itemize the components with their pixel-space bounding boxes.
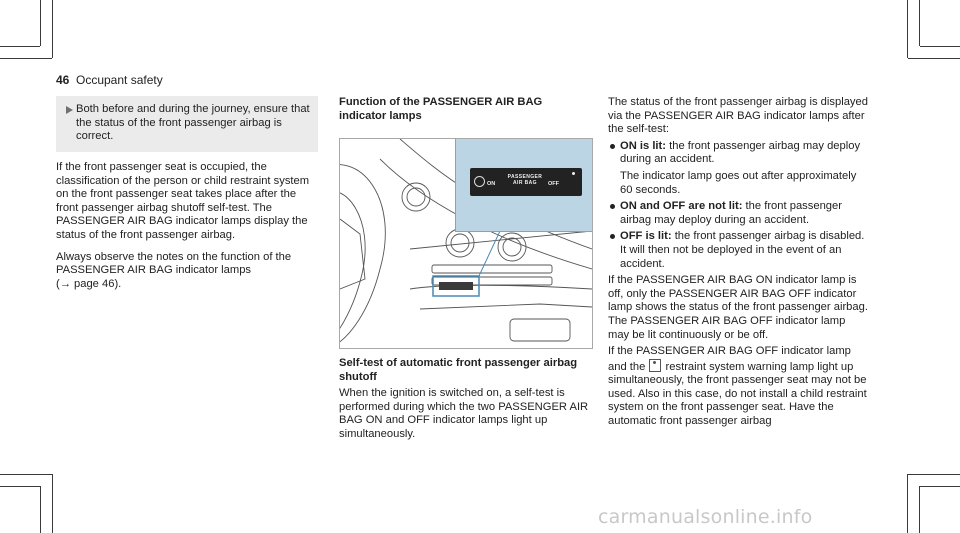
crop-mark-bl-h2 xyxy=(0,474,52,475)
note-text: Both before and during the journey, ensure that the status of the front passenger airbag is correct. xyxy=(76,103,310,143)
air-vent-center-right xyxy=(498,233,526,261)
page-number: 46 xyxy=(56,73,70,87)
col3-intro: The status of the front passenger airbag is displayed via the PASSENGER AIR BAG indicator lamps after the self-test: xyxy=(608,96,868,136)
indicator-detail xyxy=(439,282,473,290)
indicator-passenger-text: PASSENGER xyxy=(507,174,543,180)
list-item-label: ON and OFF are not lit: xyxy=(620,200,743,213)
indicator-panel xyxy=(470,168,582,196)
indicator-inset xyxy=(455,139,593,232)
center-console-lower xyxy=(420,304,592,309)
indicator-on-label: ON xyxy=(487,181,496,187)
crop-mark-tl-v2 xyxy=(52,0,53,58)
col1-paragraph-2 xyxy=(56,251,320,292)
crop-mark-bl-h xyxy=(0,486,40,487)
list-item-text: the front passenger airbag may deploy during an accident. xyxy=(620,200,842,226)
bullet-icon xyxy=(610,204,615,209)
column-1-body xyxy=(56,161,320,299)
list-item xyxy=(608,230,868,271)
watermark: carmanualsonline.info xyxy=(598,506,813,528)
bullet-icon xyxy=(610,234,615,239)
crop-mark-tr-v xyxy=(919,0,920,46)
triangle-right-icon xyxy=(66,106,73,114)
column-3-body xyxy=(608,96,868,432)
crop-mark-tl-h xyxy=(0,46,40,47)
indicator-off-label: OFF xyxy=(548,181,559,187)
indicator-airbag-text: AIR BAG xyxy=(513,180,537,186)
col1-paragraph-2-text: Always observe the notes on the function of the PASSENGER AIR BAG indicator lamps xyxy=(56,250,292,277)
center-console xyxy=(410,285,592,289)
col3-paragraph-2a: If the PASSENGER AIR BAG OFF indicator lamp and the xyxy=(608,345,851,373)
button-row-1 xyxy=(432,265,552,273)
list-item-label: OFF is lit: xyxy=(620,230,672,243)
airbag-off-icon xyxy=(474,176,485,187)
col1-paragraph-1: If the front passenger seat is occupied, the classification of the person or child restraint system on the front passenger seat takes place after the front passenger airbag shutoff self-test. The PASSENGER AIR BAG indicator lamps display the status of the front passenger airbag. xyxy=(56,161,310,241)
restraint-system-warning-icon xyxy=(649,359,661,372)
list-item-text: the front passenger airbag is disabled. It will then not be deployed in the event of an accident. xyxy=(620,230,865,270)
crop-mark-br-h2 xyxy=(908,474,960,475)
bullet-icon xyxy=(610,144,615,149)
crop-mark-tl-v xyxy=(40,0,41,46)
self-test-heading: Self-test of automatic front passenger airbag shutoff xyxy=(339,357,578,383)
indicator-passenger-label xyxy=(504,174,546,186)
list-item-label: ON is lit: xyxy=(620,139,666,152)
crop-mark-tr-h xyxy=(920,46,960,47)
crop-mark-tr-v2 xyxy=(907,0,908,58)
air-vent-left xyxy=(402,183,430,211)
crop-mark-br-v xyxy=(919,486,920,533)
status-list xyxy=(608,140,868,271)
col3-paragraph-1: If the PASSENGER AIR BAG ON indicator lamp is off, only the PASSENGER AIR BAG OFF indicator lamp shows the status of the front passenger airbag. The PASSENGER AIR BAG OFF indicator lamp may be lit continuously or be off. xyxy=(608,274,868,341)
console-tray xyxy=(510,319,570,341)
section-title: Occupant safety xyxy=(76,73,163,87)
steering-wheel-inner xyxy=(340,191,365,348)
list-item xyxy=(608,140,868,197)
function-heading: Function of the PASSENGER AIR BAG indicator lamps xyxy=(339,96,543,122)
list-item-subtext: The indicator lamp goes out after approximately 60 seconds. xyxy=(620,169,857,196)
crop-mark-br-v2 xyxy=(907,474,908,533)
col3-paragraph-2 xyxy=(608,345,868,429)
callout-line xyxy=(479,231,500,276)
indicator-dot-icon xyxy=(572,172,575,175)
col3-paragraph-2b: restraint system warning lamp light up simultaneously, the front passenger seat may not be used. Also in this case, do not install a child restraint system on the front passenger seat. Have the automatic front passenger airbag xyxy=(608,360,867,428)
crop-mark-bl-v xyxy=(40,486,41,533)
air-vent-left-inner xyxy=(407,188,425,206)
crop-mark-bl-v2 xyxy=(52,474,53,533)
dashboard-figure xyxy=(339,138,593,349)
crop-mark-tr-h2 xyxy=(908,58,960,59)
self-test-section xyxy=(339,357,591,442)
list-item-text: the front passenger airbag may deploy during an accident. xyxy=(620,139,861,166)
crop-mark-tl-h2 xyxy=(0,58,52,59)
self-test-paragraph: When the ignition is switched on, a self-test is performed during which the two PASSENGER AIR BAG ON and OFF indicator lamps light up simultaneously. xyxy=(339,387,589,440)
dash-line-3 xyxy=(410,231,592,249)
crop-mark-br-h xyxy=(920,486,960,487)
column-2-heading xyxy=(339,96,591,126)
page-reference-link[interactable]: (→ page 46). xyxy=(56,277,122,290)
list-item xyxy=(608,200,868,227)
